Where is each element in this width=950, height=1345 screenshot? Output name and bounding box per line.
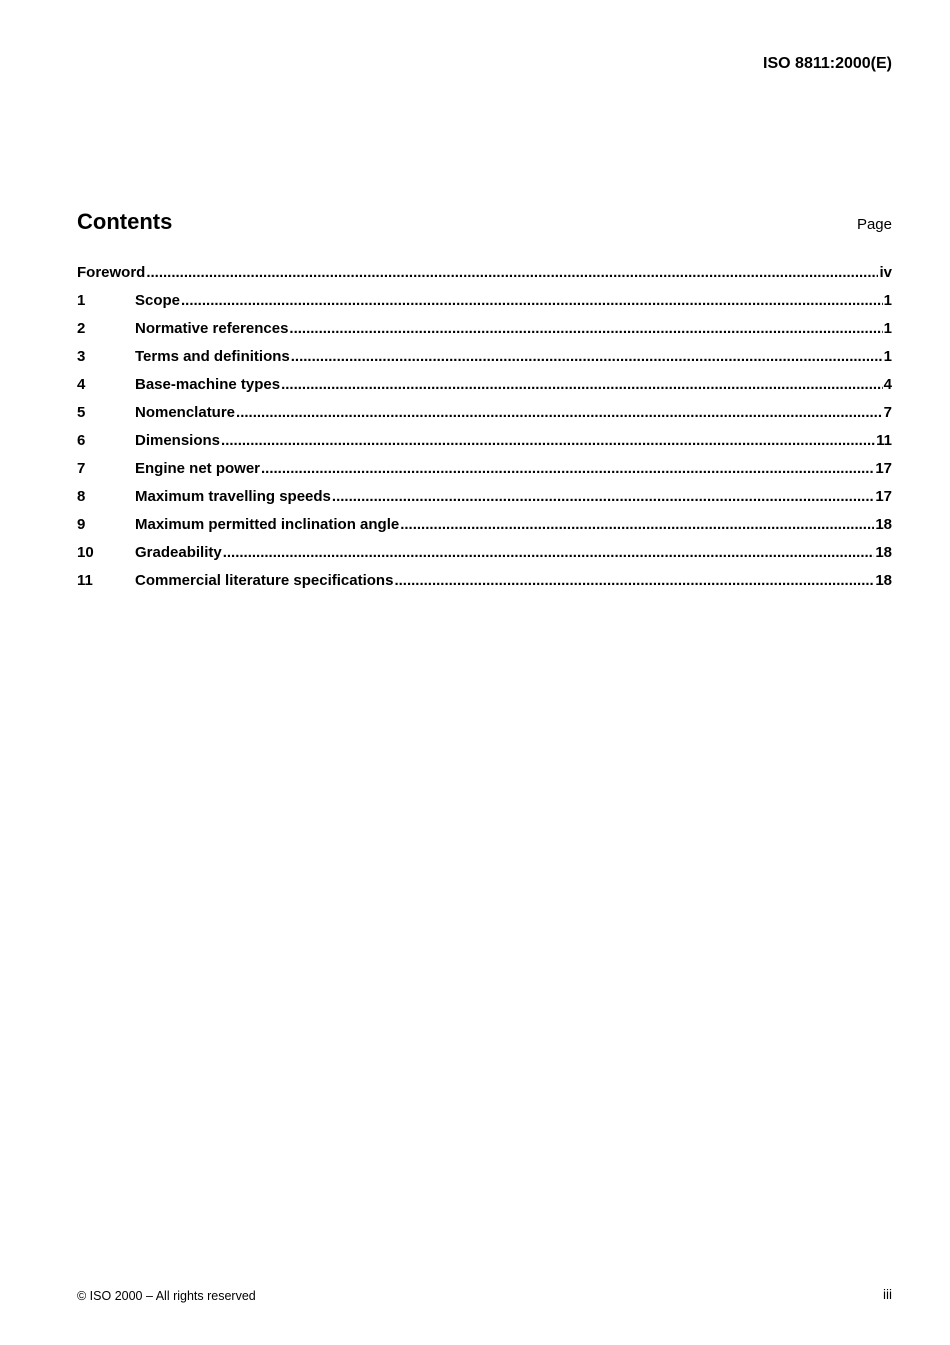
toc-dot-leader [289, 320, 882, 337]
toc-entry-number: 1 [77, 292, 86, 309]
toc-entry-number: 11 [77, 572, 93, 589]
toc-dot-leader [400, 516, 874, 533]
toc-dot-leader [281, 376, 883, 393]
toc-dot-leader [291, 348, 883, 365]
toc-entry-number: 9 [77, 516, 86, 533]
toc-entry-engine-net-power[interactable] [77, 460, 892, 488]
toc-entry-title: Engine net power [135, 460, 261, 477]
toc-entry-title: Commercial literature specifications [135, 572, 394, 589]
toc-entry-maximum-travelling-speeds[interactable] [77, 488, 892, 516]
footer-copyright: © ISO 2000 – All rights reserved [77, 1289, 256, 1303]
toc-entry-page: 1 [883, 348, 892, 365]
toc-entry-number: 10 [77, 544, 94, 561]
toc-entry-title: Normative references [135, 320, 289, 337]
toc-entry-maximum-permitted-inclination-angle[interactable] [77, 516, 892, 544]
toc-entry-number: 2 [77, 320, 86, 337]
toc-entry-page: 17 [875, 488, 892, 505]
toc-entry-number: 6 [77, 432, 86, 449]
toc-entry-title: Scope [135, 292, 181, 309]
toc-entry-base-machine-types[interactable] [77, 376, 892, 404]
toc-entry-title: Dimensions [135, 432, 221, 449]
toc-dot-leader [332, 488, 874, 505]
contents-title: Contents [77, 209, 173, 234]
toc-entry-page: 4 [883, 376, 892, 393]
table-of-contents [77, 264, 892, 600]
toc-entry-page: 7 [883, 404, 892, 421]
toc-entry-number: 4 [77, 376, 86, 393]
toc-entry-page: 1 [883, 320, 892, 337]
toc-dot-leader [394, 572, 874, 589]
toc-entry-page: 17 [875, 460, 892, 477]
toc-entry-page: 18 [875, 572, 892, 589]
toc-entry-title: Maximum travelling speeds [135, 488, 331, 505]
toc-entry-normative-references[interactable] [77, 320, 892, 348]
toc-entry-title: Gradeability [135, 544, 222, 561]
toc-entry-title: Foreword [77, 264, 146, 281]
toc-entry-number: 5 [77, 404, 86, 421]
toc-entry-scope[interactable] [77, 292, 892, 320]
toc-entry-title: Maximum permitted inclination angle [135, 516, 400, 533]
toc-entry-dimensions[interactable] [77, 432, 892, 460]
toc-entry-page: 18 [875, 544, 892, 561]
toc-dot-leader [236, 404, 883, 421]
toc-dot-leader [146, 264, 878, 281]
toc-entry-gradeability[interactable] [77, 544, 892, 572]
toc-entry-page: 1 [883, 292, 892, 309]
toc-dot-leader [223, 544, 875, 561]
toc-entry-commercial-literature-specifications[interactable] [77, 572, 892, 600]
contents-header [77, 209, 892, 235]
toc-entry-title: Terms and definitions [135, 348, 290, 365]
toc-entry-number: 8 [77, 488, 86, 505]
toc-entry-terms-and-definitions[interactable] [77, 348, 892, 376]
footer-page-number: iii [883, 1287, 892, 1302]
toc-entry-title: Nomenclature [135, 404, 236, 421]
toc-dot-leader [261, 460, 874, 477]
toc-entry-nomenclature[interactable] [77, 404, 892, 432]
document-id: ISO 8811:2000(E) [763, 55, 892, 72]
toc-dot-leader [221, 432, 875, 449]
toc-entry-number: 3 [77, 348, 86, 365]
toc-entry-foreword[interactable] [77, 264, 892, 292]
toc-dot-leader [181, 292, 883, 309]
page-column-label: Page [856, 216, 892, 233]
toc-entry-title: Base-machine types [135, 376, 281, 393]
toc-entry-page: 11 [876, 432, 892, 449]
toc-entry-number: 7 [77, 460, 86, 477]
toc-entry-page: 18 [875, 516, 892, 533]
toc-entry-page: iv [879, 264, 892, 281]
